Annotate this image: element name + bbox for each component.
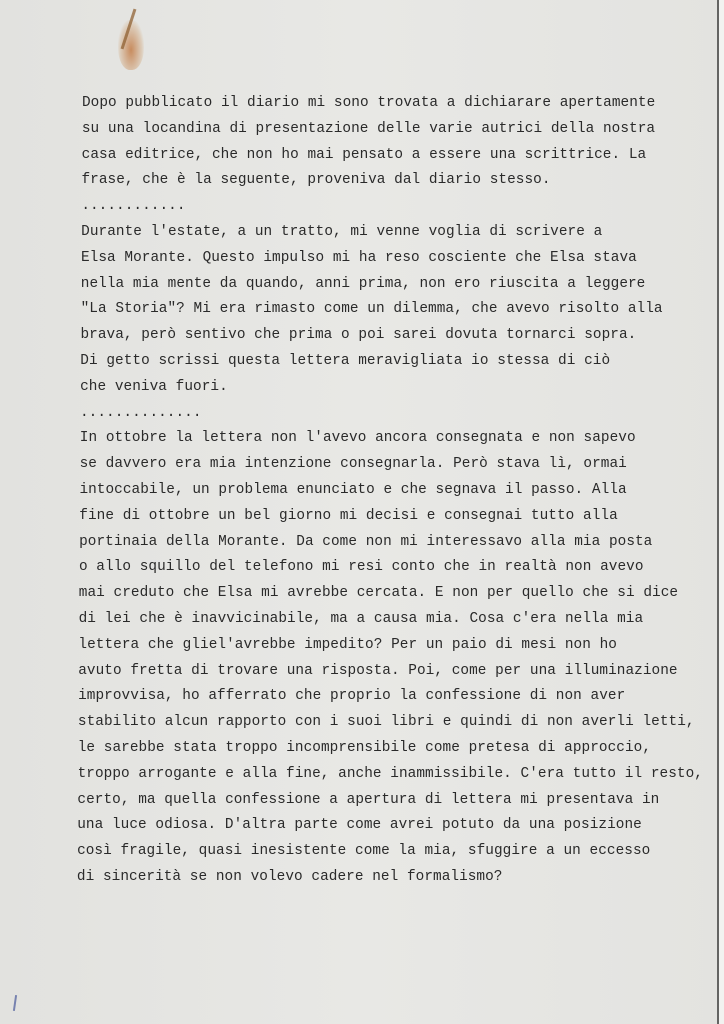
text-line: così fragile, quasi inesistente come la mia, sfuggire a un eccesso: [77, 843, 651, 860]
text-line: nella mia mente da quando, anni prima, non ero riuscita a leggere: [80, 275, 646, 292]
text-line: su una locandina di presentazione delle varie autrici della nostra: [81, 120, 656, 137]
text-line: che veniva fuori.: [80, 378, 228, 395]
text-line: frase, che è la seguente, proveniva dal diario stesso.: [81, 172, 551, 189]
text-line: di lei che è inavvicinabile, ma a causa mia. Cosa c'era nella mia: [78, 611, 644, 627]
text-line: o allo squillo del telefono mi resi conto che in realtà non avevo: [78, 559, 644, 576]
text-line: se davvero era mia intenzione consegnarla. Però stava lì, ormai: [79, 456, 627, 473]
text-line: Elsa Morante. Questo impulso mi ha reso cosciente che Elsa stava: [80, 249, 637, 266]
text-line: fine di ottobre un bel giorno mi decisi e consegnai tutto alla: [79, 507, 618, 524]
text-line: brava, però sentivo che prima o poi sarei dovuta tornarci sopra.: [80, 327, 637, 344]
text-line: casa editrice, che non ho mai pensato a essere una scrittrice. La: [81, 146, 647, 163]
text-line: mai creduto che Elsa mi avrebbe cercata. E non per quello che si dice: [78, 585, 679, 602]
text-line: Durante l'estate, a un tratto, mi venne voglia di scrivere a: [81, 224, 603, 240]
text-line: ............: [81, 198, 186, 215]
text-line: una luce odiosa. D'altra parte come avrei potuto da una posizione: [77, 817, 642, 834]
text-line: intoccabile, un problema enunciato e che segnava il passo. Alla: [79, 482, 627, 498]
text-line: Dopo pubblicato il diario mi sono trovata a dichiarare apertamente: [82, 95, 656, 111]
text-line: le sarebbe stata troppo incomprensibile come pretesa di approccio,: [77, 740, 652, 756]
text-line: stabilito alcun rapporto con i suoi libri e quindi di non averli letti,: [77, 714, 695, 731]
text-line: di sincerità se non volevo cadere nel formalismo?: [76, 869, 503, 885]
pen-mark: [13, 995, 17, 1011]
text-line: In ottobre la lettera non l'avevo ancora consegnata e non sapevo: [79, 430, 636, 447]
text-line: lettera che gliel'avrebbe impedito? Per un paio di mesi non ho: [78, 636, 617, 653]
text-line: improvvisa, ho afferrato che proprio la confessione di non aver: [78, 688, 626, 705]
text-line: troppo arrogante e alla fine, anche inammissibile. C'era tutto il resto,: [77, 765, 703, 782]
text-line: avuto fretta di trovare una risposta. Poi, come per una illuminazione: [78, 662, 678, 679]
page-margin: [719, 0, 724, 1024]
text-line: Di getto scrissi questa lettera meravigliata io stessa di ciò: [80, 353, 611, 369]
text-line: certo, ma quella confessione a apertura di lettera mi presentava in: [77, 791, 660, 808]
text-line: ..............: [79, 404, 202, 421]
text-line: "La Storia"? Mi era rimasto come un dilemma, che avevo risolto alla: [80, 301, 663, 318]
text-line: portinaia della Morante. Da come non mi interessavo alla mia posta: [79, 533, 653, 550]
